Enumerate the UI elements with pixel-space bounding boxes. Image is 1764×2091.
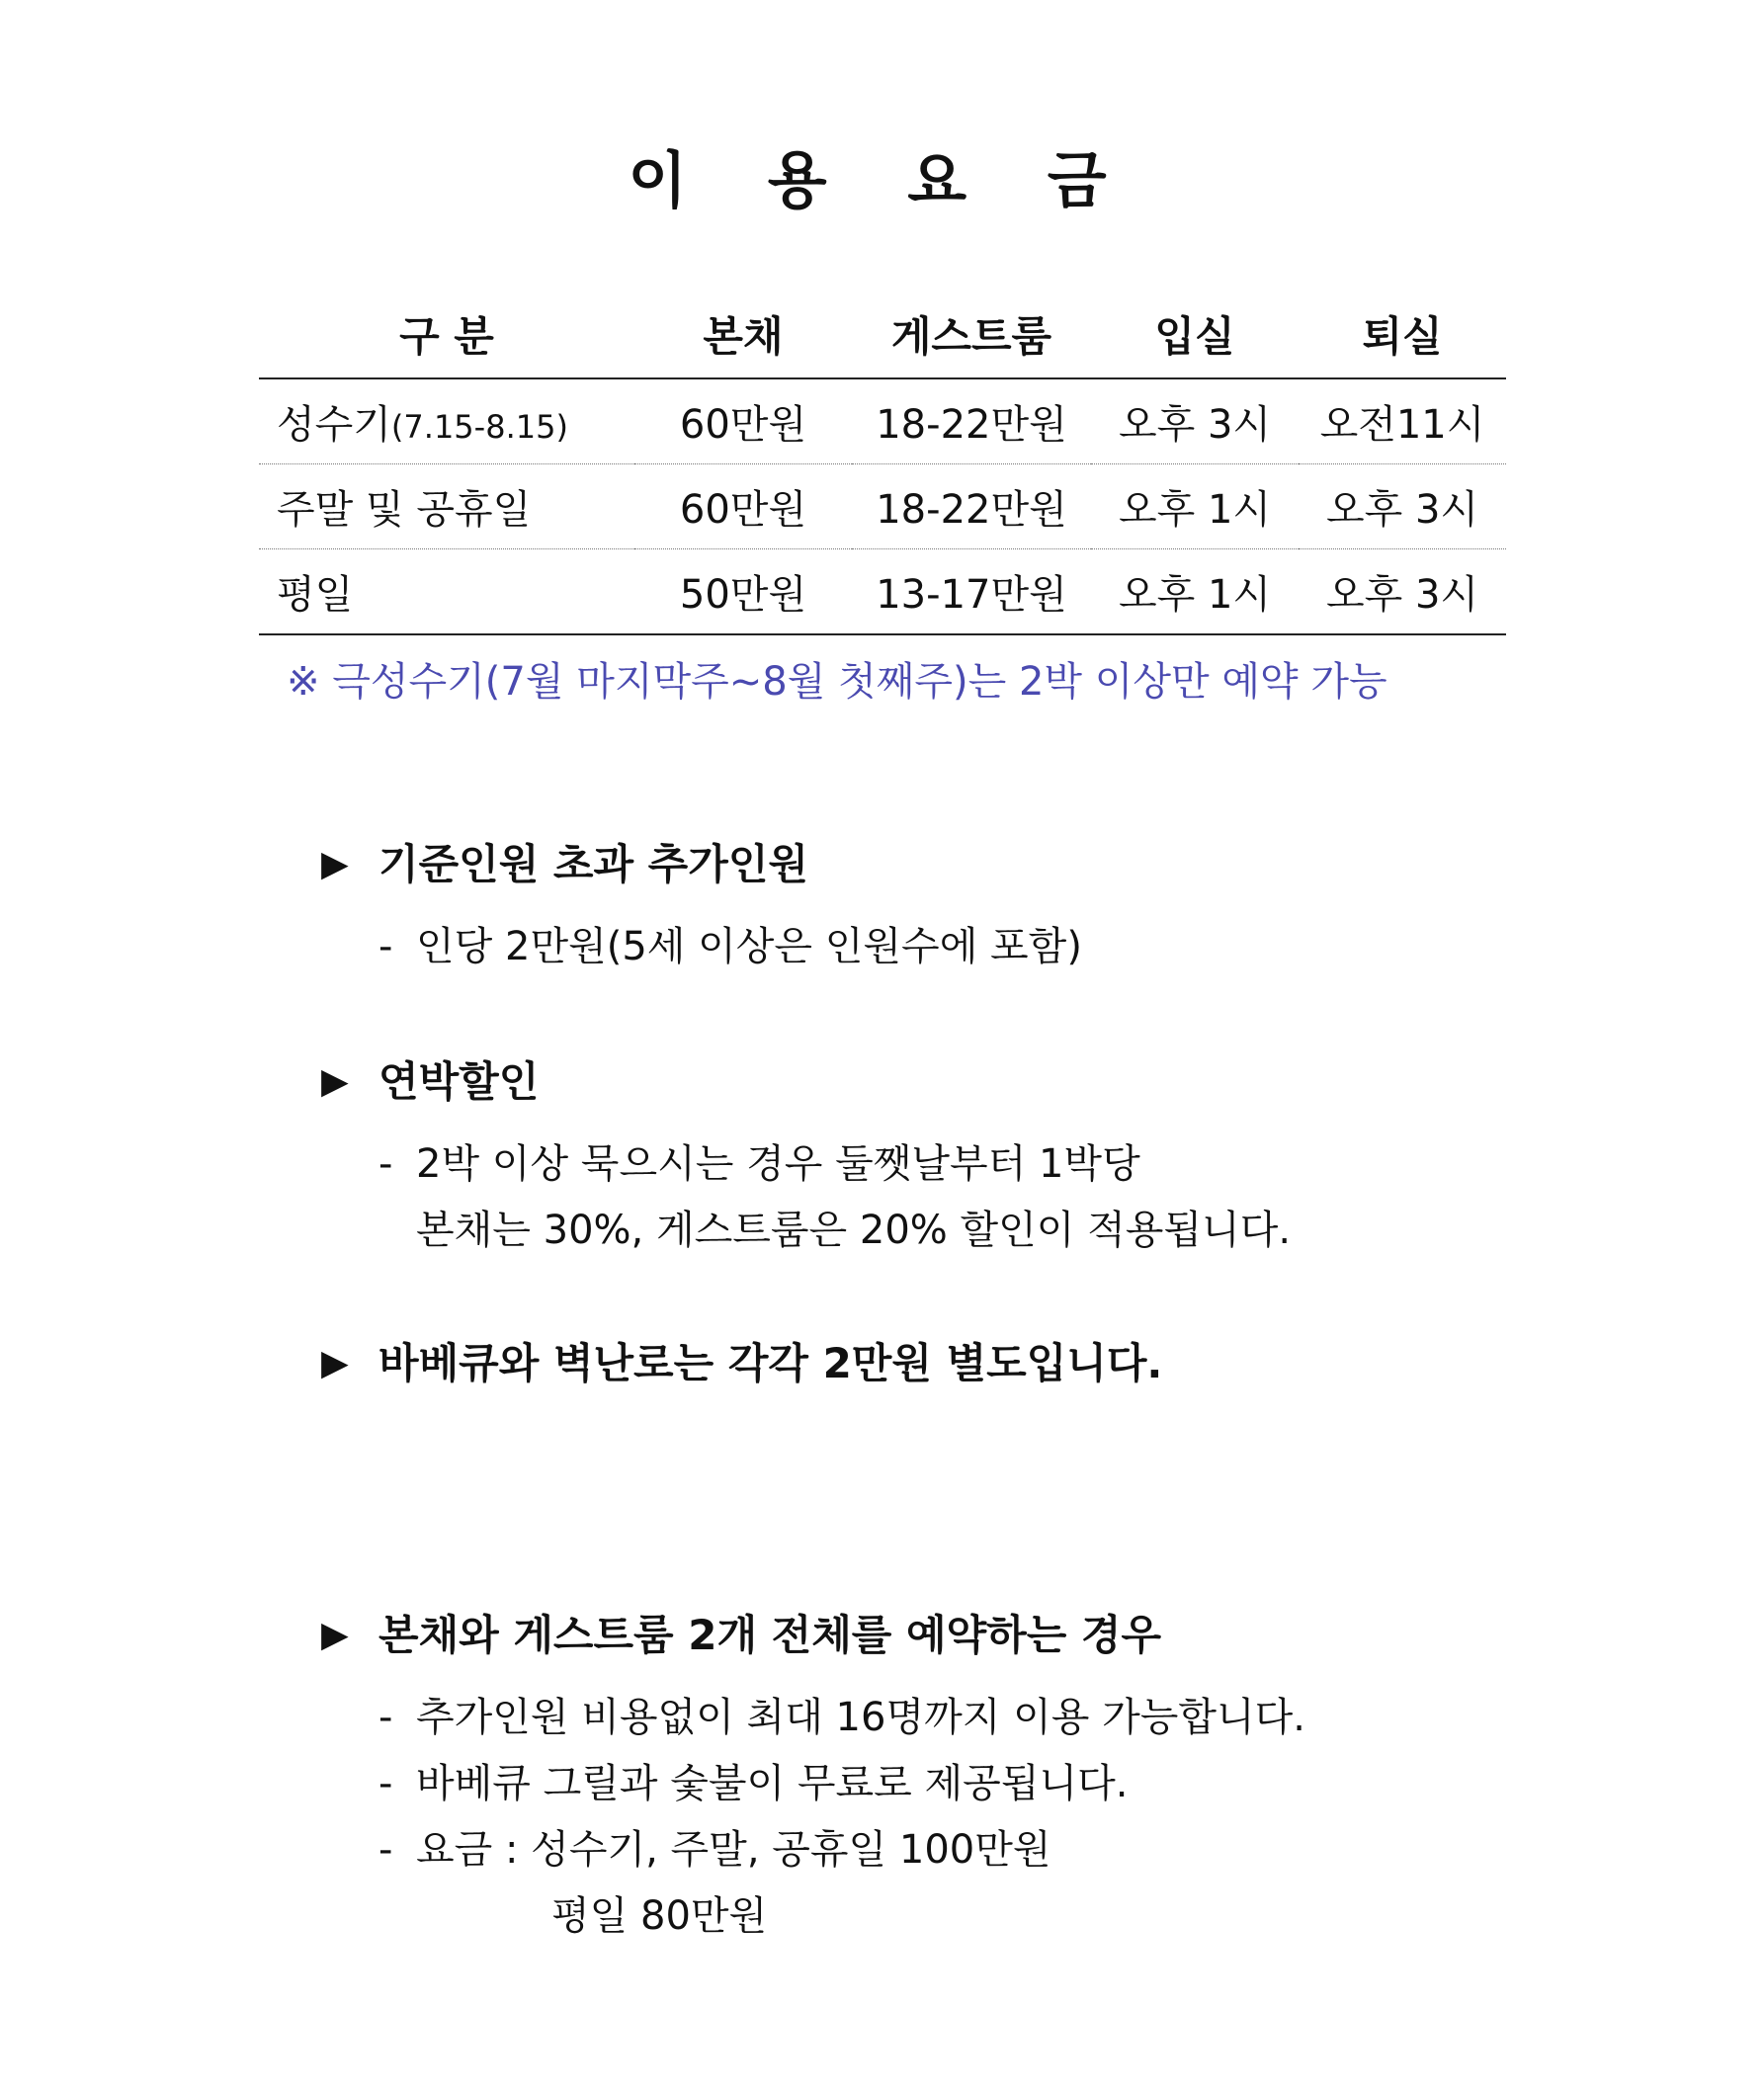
whole-booking-section: [321, 1606, 1305, 1950]
extra-guest-section: [321, 835, 1082, 980]
guest-room-price: 13-17만원: [852, 549, 1091, 635]
triangle-right-icon: ▶: [321, 844, 349, 884]
section-line: - 요금 : 성수기, 주말, 공휴일 100만원: [378, 1827, 1051, 1873]
section-heading-text: 본채와 게스트룸 2개 전체를 예약하는 경우: [378, 1611, 1162, 1659]
check-out-time: 오전11시: [1299, 378, 1506, 464]
main-house-price: 60만원: [634, 378, 852, 464]
table-header-row: [259, 291, 1506, 378]
section-heading: [321, 1606, 1305, 1665]
section-line: 평일 80만원: [551, 1893, 768, 1939]
header-guest-room: 게스트룸: [852, 291, 1091, 378]
section-heading-text: 연박할인: [378, 1057, 540, 1106]
row-label: [259, 464, 634, 549]
row-label-text: 평일: [277, 572, 354, 618]
header-check-out: 퇴실: [1299, 291, 1506, 378]
table-row: [259, 464, 1506, 549]
section-heading-text: 기준인원 초과 추가인원: [378, 840, 808, 888]
rate-table: [259, 291, 1506, 635]
header-check-in: 입실: [1091, 291, 1299, 378]
row-label: [259, 549, 634, 635]
table-row: [259, 549, 1506, 635]
table-row: [259, 378, 1506, 464]
section-heading-text: 바베큐와 벽난로는 각각 2만원 별도입니다.: [378, 1339, 1163, 1387]
row-label-text: 주말 및 공휴일: [277, 487, 532, 533]
section-heading: [321, 835, 1082, 894]
check-in-time: 오후 1시: [1091, 464, 1299, 549]
section-heading: [321, 1052, 1291, 1112]
section-line: - 추가인원 비용없이 최대 16명까지 이용 가능합니다.: [378, 1695, 1305, 1740]
row-label-period: (7.15-8.15): [390, 408, 568, 446]
check-in-time: 오후 1시: [1091, 549, 1299, 635]
check-in-time: 오후 3시: [1091, 378, 1299, 464]
main-house-price: 50만원: [634, 549, 852, 635]
check-out-time: 오후 3시: [1299, 549, 1506, 635]
check-out-time: 오후 3시: [1299, 464, 1506, 549]
section-line: - 2박 이상 묵으시는 경우 둘쨋날부터 1박당: [378, 1141, 1140, 1187]
main-house-price: 60만원: [634, 464, 852, 549]
bbq-fireplace-section: [321, 1334, 1162, 1393]
section-heading: [321, 1334, 1162, 1393]
row-label: [259, 378, 634, 464]
triangle-right-icon: ▶: [321, 1615, 349, 1655]
page-title: 이 용 요 금: [628, 144, 1136, 216]
peak-season-note: ※ 극성수기(7월 마지막주~8월 첫째주)는 2박 이상만 예약 가능: [287, 659, 1387, 705]
section-line: - 인당 2만원(5세 이상은 인원수에 포함): [378, 924, 1082, 969]
triangle-right-icon: ▶: [321, 1061, 349, 1102]
long-stay-discount-section: [321, 1052, 1291, 1264]
guest-room-price: 18-22만원: [852, 378, 1091, 464]
guest-room-price: 18-22만원: [852, 464, 1091, 549]
row-label-text: 성수기: [277, 402, 391, 448]
section-line: - 바베큐 그릴과 숯불이 무료로 제공됩니다.: [378, 1761, 1129, 1806]
triangle-right-icon: ▶: [321, 1343, 349, 1383]
header-category: 구 분: [259, 291, 634, 378]
header-main-house: 본채: [634, 291, 852, 378]
section-line: 본채는 30%, 게스트룸은 20% 할인이 적용됩니다.: [416, 1208, 1292, 1253]
